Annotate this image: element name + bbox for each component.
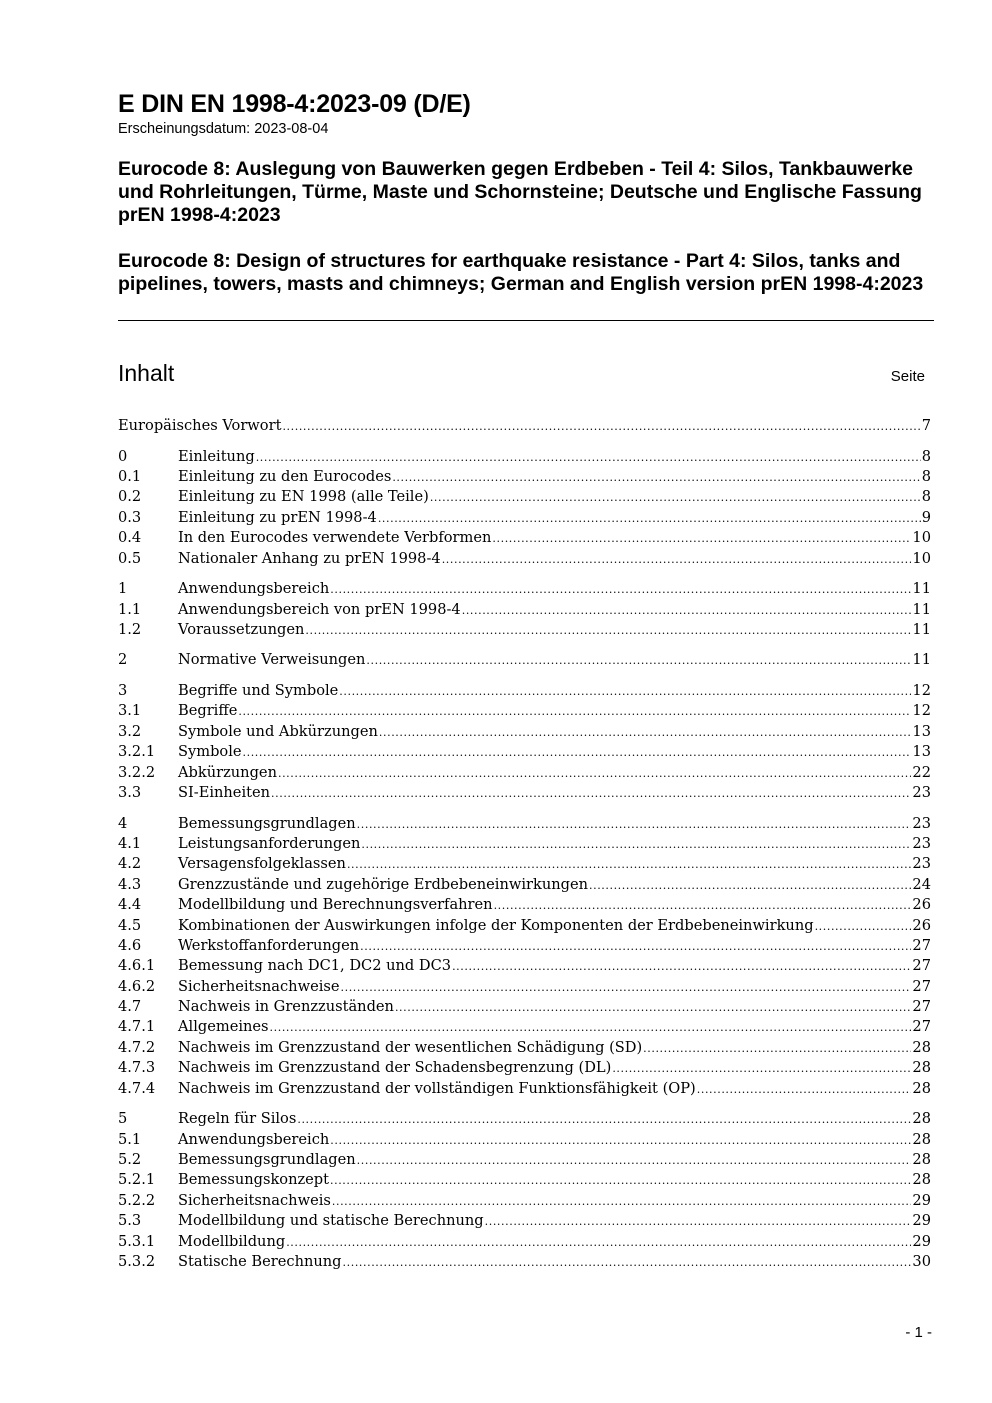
toc-entry-title: Nationaler Anhang zu prEN 1998-4 [178, 549, 441, 567]
toc-dot-leader [286, 1232, 911, 1253]
toc-dot-leader [589, 875, 911, 896]
toc-entry-title: Europäisches Vorwort [118, 417, 282, 434]
toc-entry-number: 4.5 [118, 916, 142, 934]
toc-group [118, 650, 931, 670]
toc-entry-number: 2 [118, 651, 128, 669]
toc-dot-leader [357, 1150, 912, 1171]
toc-entry[interactable] [118, 1252, 931, 1272]
toc-entry-page: 23 [912, 814, 931, 832]
toc-dot-leader [612, 1058, 911, 1079]
toc-dot-leader [379, 722, 912, 743]
toc-entry-number: 4.4 [118, 896, 142, 914]
toc-dot-leader [494, 895, 912, 916]
toc-entry[interactable] [118, 1017, 931, 1037]
toc-entry[interactable] [118, 549, 931, 569]
toc-entry[interactable] [118, 1130, 931, 1150]
toc-entry-number: 4.7.4 [118, 1079, 156, 1097]
toc-entry-number: 4.7.2 [118, 1038, 156, 1056]
toc-entry[interactable] [118, 416, 931, 436]
toc-entry-number: 3 [118, 682, 128, 700]
toc-entry-number: 0.3 [118, 508, 142, 526]
toc-entry-page: 12 [912, 682, 931, 700]
toc-entry-title: Kombinationen der Auswirkungen infolge der Komponenten der Erdbebeneinwirkung [178, 916, 814, 934]
toc-dot-leader [392, 467, 920, 488]
toc-entry-number: 4.7.1 [118, 1018, 156, 1036]
toc-entry-title: Anwendungsbereich [178, 1130, 330, 1148]
toc-entry-title: Bemessungskonzept [178, 1171, 330, 1189]
toc-entry-number: 5.3.2 [118, 1252, 156, 1270]
toc-entry[interactable] [118, 1232, 931, 1252]
toc-entry[interactable] [118, 1191, 931, 1211]
toc-entry-title: Begriffe und Symbole [178, 682, 339, 700]
toc-dot-leader [243, 742, 912, 763]
toc-group [118, 814, 931, 1099]
toc-entry-title: Modellbildung und Berechnungsverfahren [178, 896, 493, 914]
toc-dot-leader [395, 997, 911, 1018]
title-german: Eurocode 8: Auslegung von Bauwerken gegen Erdbeben - Teil 4: Silos, Tankbauwerke und Rohrleitungen, Türme, Maste und Schornsteine; Deutsche und Englische Fassung prEN 1998-4:2023 [118, 158, 922, 226]
toc-entry-number: 4.1 [118, 834, 142, 852]
toc-entry-title: Grenzzustände und zugehörige Erdbebeneinwirkungen [178, 875, 588, 893]
toc-entry-title: Modellbildung [178, 1232, 286, 1250]
toc-entry-page: 27 [912, 957, 931, 975]
toc-entry-page: 11 [912, 580, 931, 598]
toc-entry[interactable] [118, 895, 931, 915]
toc-entry-page: 12 [912, 702, 931, 720]
toc-dot-leader [492, 528, 911, 549]
toc-entry-page: 13 [912, 722, 931, 740]
toc-entry[interactable] [118, 508, 931, 528]
toc-entry-title: Symbole und Abkürzungen [178, 722, 378, 740]
toc-entry-title: In den Eurocodes verwendete Verbformen [178, 529, 492, 547]
toc-dot-leader [442, 549, 912, 570]
toc-entry-number: 5.3 [118, 1212, 142, 1230]
toc-entry-number: 0.5 [118, 549, 142, 567]
toc-entry[interactable] [118, 467, 931, 487]
toc-entry-title: Einleitung zu EN 1998 (alle Teile) [178, 488, 429, 506]
toc-dot-leader [330, 1170, 911, 1191]
title-english: Eurocode 8: Design of structures for earthquake resistance - Part 4: Silos, tanks and pipelines, towers, masts and chimneys; German and English version prEN 1998-4:2023 [118, 250, 924, 295]
toc-entry-page: 26 [912, 896, 931, 914]
toc-entry-number: 4.7.3 [118, 1059, 156, 1077]
toc-entry-title: Bemessungsgrundlagen [178, 814, 356, 832]
toc-entry-page: 28 [912, 1151, 931, 1169]
toc-entry-number: 0 [118, 447, 128, 465]
toc-dot-leader [343, 1252, 912, 1273]
toc-entry-title: Nachweis im Grenzzustand der wesentlichen Schädigung (SD) [178, 1038, 643, 1056]
toc-dot-leader [485, 1211, 912, 1232]
toc-entry-title: Modellbildung und statische Berechnung [178, 1212, 484, 1230]
toc-entry-number: 5.1 [118, 1130, 142, 1148]
toc-dot-leader [256, 447, 921, 468]
toc-dot-leader [462, 600, 912, 621]
toc-entry[interactable] [118, 936, 931, 956]
toc-group [118, 1109, 931, 1272]
toc-entry-title: Voraussetzungen [178, 620, 305, 638]
toc-entry-page: 8 [921, 447, 931, 465]
toc-entry-page: 13 [912, 743, 931, 761]
toc-entry[interactable] [118, 834, 931, 854]
toc-entry-page: 10 [912, 529, 931, 547]
toc-entry[interactable] [118, 1170, 931, 1190]
toc-group [118, 579, 931, 640]
toc-entry-page: 27 [912, 1018, 931, 1036]
toc-entry[interactable] [118, 447, 931, 467]
toc-entry-title: Einleitung zu den Eurocodes [178, 467, 392, 485]
toc-entry-page: 8 [921, 467, 931, 485]
toc-entry-page: 28 [912, 1038, 931, 1056]
toc-dot-leader [305, 620, 911, 641]
toc-entry-title: Abkürzungen [178, 763, 277, 781]
toc-dot-leader [643, 1038, 911, 1059]
toc-entry[interactable] [118, 722, 931, 742]
toc-entry[interactable] [118, 997, 931, 1017]
toc-entry-page: 26 [912, 916, 931, 934]
page-number: - 1 - [905, 1324, 932, 1341]
toc-entry-title: Statische Berechnung [178, 1252, 342, 1270]
toc-entry-page: 24 [912, 875, 931, 893]
toc-entry-page: 11 [912, 651, 931, 669]
toc-entry[interactable] [118, 600, 931, 620]
toc-entry[interactable] [118, 1211, 931, 1231]
toc-entry-page: 28 [912, 1171, 931, 1189]
toc-entry-page: 23 [912, 834, 931, 852]
toc-dot-leader [378, 508, 921, 529]
toc-entry-title: Einleitung [178, 447, 255, 465]
toc-entry-page: 30 [912, 1252, 931, 1270]
toc-dot-leader [238, 701, 911, 722]
toc-entry[interactable] [118, 1038, 931, 1058]
toc-entry-title: Regeln für Silos [178, 1110, 297, 1128]
toc-dot-leader [452, 956, 911, 977]
toc-entry[interactable] [118, 783, 931, 803]
toc-entry-title: Nachweis im Grenzzustand der vollständigen Funktionsfähigkeit (OP) [178, 1079, 696, 1097]
toc-entry[interactable] [118, 956, 931, 976]
toc-dot-leader [332, 1191, 912, 1212]
toc-entry-page: 11 [912, 600, 931, 618]
table-of-contents [118, 416, 931, 1283]
toc-entry-number: 5 [118, 1110, 128, 1128]
toc-page-column-label: Seite [890, 368, 925, 385]
toc-entry[interactable] [118, 528, 931, 548]
toc-entry-title: Anwendungsbereich von prEN 1998-4 [178, 600, 461, 618]
document-id: E DIN EN 1998-4:2023-09 (D/E) [118, 90, 471, 118]
toc-dot-leader [330, 579, 911, 600]
toc-entry-title: Werkstoffanforderungen [178, 936, 360, 954]
toc-entry-title: Bemessung nach DC1, DC2 und DC3 [178, 957, 452, 975]
toc-entry-page: 28 [912, 1079, 931, 1097]
toc-entry[interactable] [118, 916, 931, 936]
toc-entry[interactable] [118, 1150, 931, 1170]
toc-entry-page: 11 [912, 620, 931, 638]
toc-dot-leader [282, 416, 920, 437]
toc-entry-number: 3.2.1 [118, 743, 156, 761]
toc-entry[interactable] [118, 977, 931, 997]
toc-entry[interactable] [118, 875, 931, 895]
toc-group [118, 681, 931, 803]
toc-entry[interactable] [118, 620, 931, 640]
toc-dot-leader [271, 783, 911, 804]
toc-entry-number: 1 [118, 580, 128, 598]
toc-entry[interactable] [118, 854, 931, 874]
toc-entry-number: 4.3 [118, 875, 142, 893]
toc-entry-title: Anwendungsbereich [178, 580, 330, 598]
toc-dot-leader [339, 681, 911, 702]
toc-entry-title: Einleitung zu prEN 1998-4 [178, 508, 377, 526]
toc-dot-leader [815, 916, 912, 937]
toc-dot-leader [361, 834, 911, 855]
toc-entry[interactable] [118, 763, 931, 783]
toc-entry-page: 7 [921, 417, 931, 434]
toc-entry-title: Versagensfolgeklassen [178, 855, 346, 873]
publication-date: Erscheinungsdatum: 2023-08-04 [118, 121, 329, 137]
toc-entry-number: 4.6.1 [118, 957, 156, 975]
toc-entry-number: 5.3.1 [118, 1232, 156, 1250]
toc-entry-page: 28 [912, 1059, 931, 1077]
toc-entry-number: 3.2.2 [118, 763, 156, 781]
toc-entry-page: 9 [921, 508, 931, 526]
toc-entry-number: 4.6 [118, 936, 142, 954]
toc-entry-title: SI-Einheiten [178, 784, 271, 801]
toc-entry-number: 4.2 [118, 855, 142, 873]
toc-heading: Inhalt [118, 360, 175, 386]
toc-entry-page: 8 [921, 488, 931, 506]
toc-entry-number: 0.4 [118, 529, 142, 547]
toc-entry-page: 29 [912, 1232, 931, 1250]
toc-entry-number: 3.2 [118, 722, 142, 740]
toc-entry-page: 28 [912, 1130, 931, 1148]
toc-entry-page: 29 [912, 1212, 931, 1230]
toc-entry[interactable] [118, 579, 931, 599]
toc-entry-number: 4.7 [118, 998, 142, 1016]
toc-entry-title: Nachweis im Grenzzustand der Schadensbegrenzung (DL) [178, 1059, 612, 1077]
toc-entry-number: 1.1 [118, 600, 142, 618]
toc-entry[interactable] [118, 681, 931, 701]
toc-entry-page: 29 [912, 1191, 931, 1209]
toc-entry-number: 5.2 [118, 1151, 142, 1169]
toc-entry-title: Normative Verweisungen [178, 651, 366, 669]
toc-dot-leader [347, 854, 911, 875]
toc-entry-number: 0.2 [118, 488, 142, 506]
toc-entry[interactable] [118, 742, 931, 762]
toc-entry[interactable] [118, 814, 931, 834]
toc-entry-title: Bemessungsgrundlagen [178, 1151, 356, 1169]
toc-group [118, 416, 931, 436]
toc-dot-leader [330, 1130, 911, 1151]
toc-entry[interactable] [118, 701, 931, 721]
toc-entry-number: 5.2.1 [118, 1171, 156, 1189]
toc-entry-page: 10 [912, 549, 931, 567]
toc-dot-leader [697, 1079, 912, 1100]
toc-dot-leader [360, 936, 911, 957]
toc-entry-title: Nachweis in Grenzzuständen [178, 998, 394, 1016]
toc-entry-page: 27 [912, 998, 931, 1016]
toc-dot-leader [297, 1109, 911, 1130]
toc-entry-page: 27 [912, 977, 931, 995]
toc-dot-leader [278, 763, 911, 784]
toc-entry-page: 23 [912, 855, 931, 873]
toc-entry-number: 1.2 [118, 620, 142, 638]
toc-dot-leader [366, 650, 911, 671]
toc-entry[interactable] [118, 487, 931, 507]
toc-entry-title: Symbole [178, 743, 242, 761]
toc-entry-title: Leistungsanforderungen [178, 834, 361, 852]
toc-entry-number: 3.1 [118, 702, 142, 720]
toc-dot-leader [357, 814, 912, 835]
toc-entry-title: Begriffe [178, 702, 238, 720]
toc-entry-page: 28 [912, 1110, 931, 1128]
toc-group [118, 447, 931, 569]
toc-entry-title: Sicherheitsnachweise [178, 977, 340, 995]
toc-entry-number: 4.6.2 [118, 977, 156, 995]
header-divider [118, 320, 934, 321]
toc-entry[interactable] [118, 1058, 931, 1078]
toc-entry-page: 23 [912, 784, 931, 801]
toc-dot-leader [270, 1017, 912, 1038]
toc-entry-number: 3.3 [118, 784, 142, 801]
toc-entry[interactable] [118, 1079, 931, 1099]
toc-dot-leader [341, 977, 912, 998]
toc-entry-page: 27 [912, 936, 931, 954]
toc-entry-title: Sicherheitsnachweis [178, 1191, 331, 1209]
toc-dot-leader [430, 487, 921, 508]
toc-entry-number: 5.2.2 [118, 1191, 156, 1209]
toc-entry[interactable] [118, 1109, 931, 1129]
toc-entry-number: 4 [118, 814, 128, 832]
toc-entry[interactable] [118, 650, 931, 670]
toc-entry-title: Allgemeines [178, 1018, 269, 1036]
toc-entry-number: 0.1 [118, 467, 142, 485]
toc-entry-page: 22 [912, 763, 931, 781]
